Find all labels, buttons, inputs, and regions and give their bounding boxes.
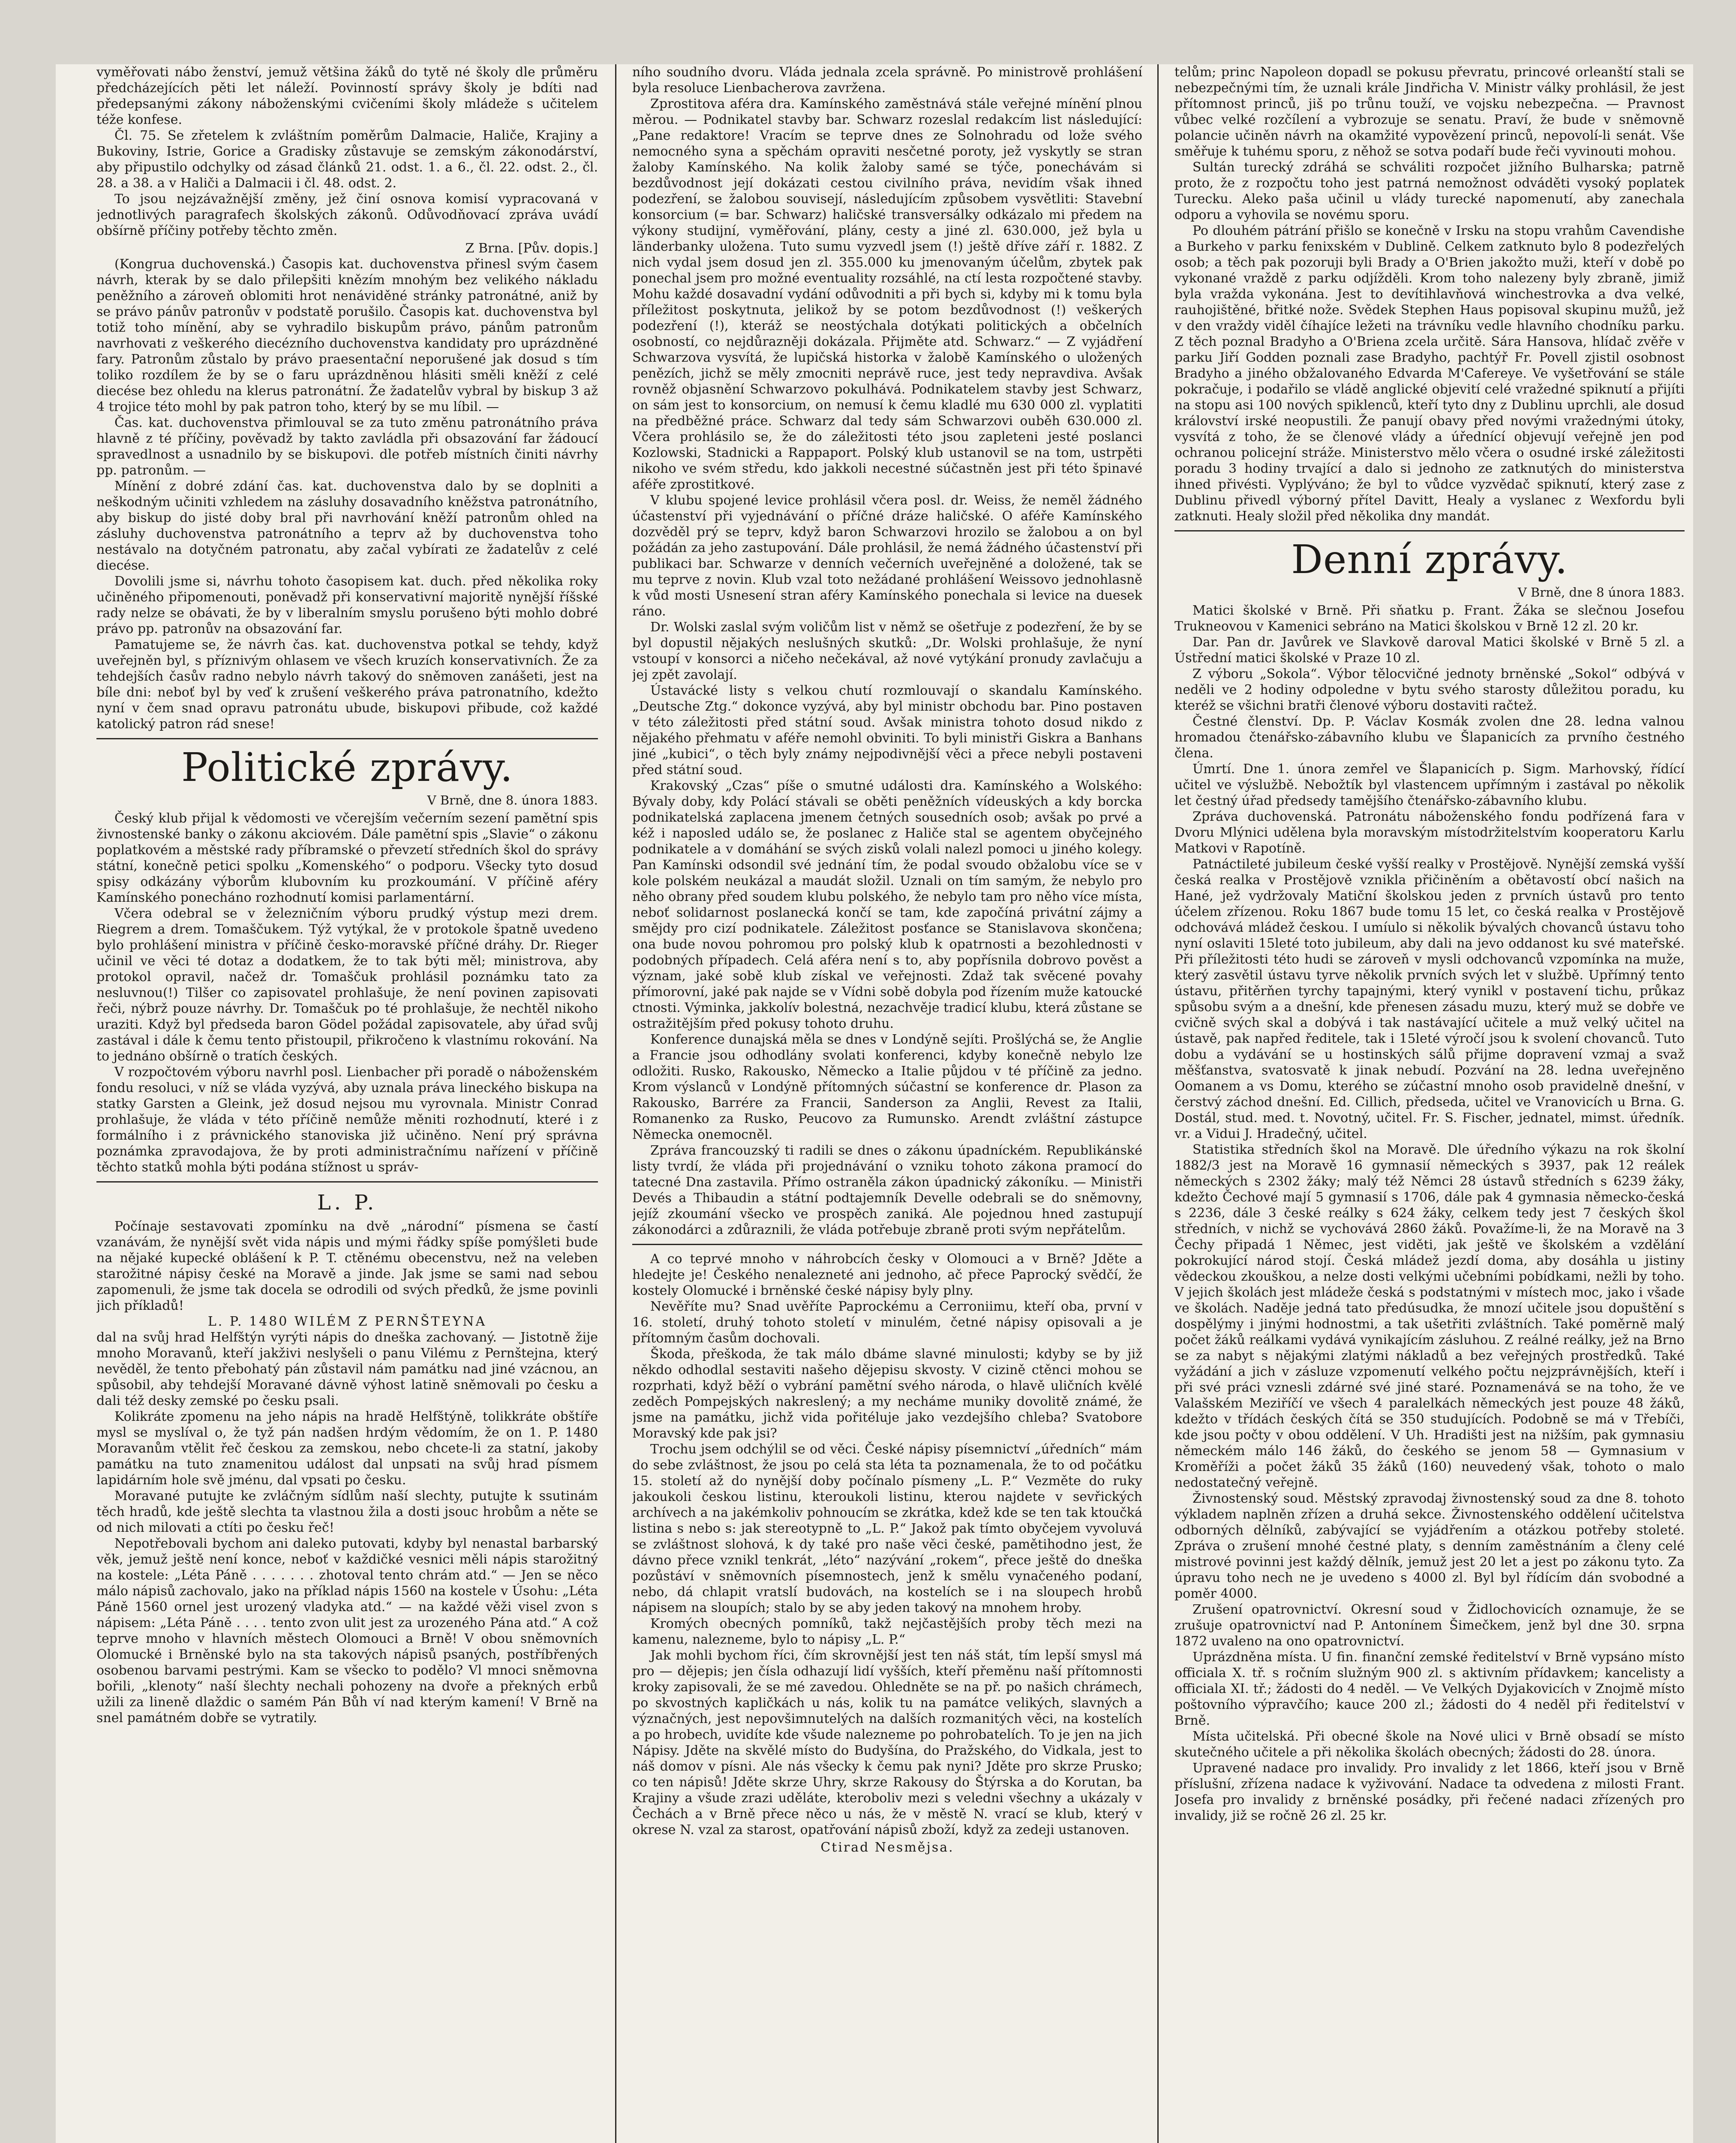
paragraph: To jsou nejzávažnější změny, jež činí osnova komisí vypracovaná v jednotlivých paragrafech školských zákonů. Odůvodňovací zpráva uvádí obšírně příčiny potřeby těchto změn. xyxy=(96,192,598,238)
section-divider xyxy=(632,1244,1142,1245)
paragraph: Počínaje sestavovati zpomínku na dvě „národní“ písmena se častí vzanávám, že nynější svět vida nápis und mými řádky spíše pomýšleti bude na nějaké kupecké oblášení k P. T. ctěnému obecenstvu, než na veleben starožitné nápisy české na Moravě a jinde. Jak jsme se sami nad sebou zapomenuli, že jsme tak docela se odrodili od svých předků, že jsme povinli jich příkladů! xyxy=(96,1219,598,1313)
dateline: V Brně, dne 8 února 1883. xyxy=(1517,585,1685,600)
paragraph: A co teprvé mnoho v náhrobcích česky v Olomouci a v Brně? Jděte a hledejte je! Českého nenalezneté ani jednoho, ač přece Paprocký svědčí, že kostely Olomucké i brněnské české nápisy byly plny. xyxy=(632,1252,1142,1298)
paragraph: Nepotřebovali bychom ani daleko putovati, kdyby byl nenastal barbarský věk, jemuž ještě není konce, neboť v každičké vesnici měli nápis starožitný na kostele: „Léta Páně . . . . . . . zhotoval tento chrám atd.“ — Jen se něco málo nápisů zachovalo, jako na příklad nápis 1560 na kostele v Úsohu: „Léta Páně 1560 ornel jest urozený vladyka atd.“ — na každé věži visel zvon s nápisem: „Léta Páně . . . . tento zvon ulit jest za urozeného Pána atd.“ A což teprve mnoho v hlavních městech Olomouci a Brně! V obou sněmovních Olomucké i Brněnské bylo na sta takových nápisů psaných, postříbřených osobenou barvami pestrými. Kam se všecko to podělo? Vl mnoci sněmovna bořili, „klenoty“ naší šlechty nechali pohozeny na dvoře a překných erbů užili za lineně dlaždic o samém Pán Bůh ví nad kterým kamení! V Brně na snel památném dobře se vytratily. xyxy=(96,1536,598,1726)
column-rule-left xyxy=(615,64,616,2143)
paragraph: Čestné členství. Dp. P. Václav Kosmák zvolen dne 28. ledna valnou hromadou čtenářsko-zábavního klubu ve Šlapanicích za prvního čestného člena. xyxy=(1174,714,1685,761)
brno-dispatch-heading: Z Brna. [Pův. dopis.] xyxy=(465,241,598,256)
paragraph: Patnáctileté jubileum české vyšší realky v Prostějově. Nynější zemská vyšší česká realka v Prostějově vznikla přičiněním a obětavostí obcí našich na Hané, jež vydržovaly Matiční školskou jeden z prvních ústavů pro tento účelem zřízenou. Roku 1867 bude tomu 15 let, co česká realka v Prostějově odchovává mládež českou. I umíulo si několik bývalých chovanců ústavu toho nyní oslaviti 15leté toto jubileum, aby dali na jevo oddanost ku své mateřské. Při příležitosti této hudi se zároveň v mysli odchovanců vzpomínka na muže, který zasvětil ústavu tyrve několik prvních svých let v službě. Upřímný tento ústavu, přitěrňen tyrchy tapajnými, který vynikl v postavení tichu, průkaz spůsobu svým a a dnešní, kde přenesen zásadu muzu, který muž se dobře ve cvičně svých skal a dobývá i tak nastávající učitele a muž velký učitel na ústavě, pak napřed ředitele, tak i 15leté výročí jsou k svolení chovanců. Tuto dobu a vydávání se u hostinských sálů přijme dopravení vzmaj a svaž měšťanstva, svatosvatě k jinak nebudí. Pozvání na 28. ledna uveřejněno Oomanem a vs Domu, kterého se zúčastní mnoho osob pravidelně dnešní, v čerstvý záchod dnešní. Ed. Cillich, předseda, učitel ve Vranovicích u Brna. G. Dostál, stud. med. t. Novotný, učitel. Fr. S. Fischer, jednatel, mimst. úředník. vr. a Vidui J. Hradečný, učitel. xyxy=(1174,857,1685,1141)
paragraph: Statistika středních škol na Moravě. Dle úředního výkazu na rok školní 1882/3 jest na Moravě 16 gymnasií německých s 3937, pak 12 reálek německých s 2302 žáky; malý též Němci 28 ústavů středních s 6239 žáky, kdežto Čechové mají 5 gymnasií s 1706, dále pak 4 gymnasia německo-česká s 2236, dále 3 české reálky s 624 žáky, celkem tedy jest 7 českých škol středních, v nichž se vychovává 2860 žáků. Považíme-li, že na Moravě na 3 Čechy připadá 1 Němec, jest viděti, jak ještě ve školském a vzdělání pokrokující národ stojí. Česká mládež jezdí doma, aby dosáhla u jistiny vědeckou zkouškou, a nelze dosti velkými učebními pobídkami, nežli by toho. V jejich školách jest mládeže česká s podstatnými v místech moc, jako i všade ve školách. Naděje jedná tato předúsudka, že mnozí učitele jsou dopuštění s dospělýmy i jinými hodnostmi, a tak ušetřiti zvláštních. Také poměrně malý počet žáků reálkami vydává vynikajícím zásluhou. Z reálné reálky, jež na Brno se za nabyt s nějakými zlatými nákladů a bez veřejných prostředků. Také vyžádání a jich v zásluze vzpomenutí velkého počtu nejzprávnějších, kteří i při své práci vznesli zdárné své jiné staré. Poznamenává se na toho, že ve Valašském Meziříčí ve všech 4 paralelkách německých jest pouze 48 žáků, kdežto v třídách českých čítá se 350 studujících. Podobně se má v Třebíči, kde jsou počty v obou oddělení. V Uh. Hradišti jest na nižším, pak gymnasiu německém málo 146 žáků, do českého se jenom 58 — Gymnasium v Kroměříži a počet žáků 35 žáků (160) neuvedený však, tohoto o malo nedostatečný veřejně. xyxy=(1174,1142,1685,1490)
paragraph: Upravené nadace pro invalidy. Pro invalidy z let 1866, kteří jsou v Brně příslušní, zřízena nadace k vyživování. Nadace ta odvedena z milosti Frant. Josefa pro invalidy z brněnské posádky, při řečené nadaci zřízených pro invalidy, již se ročně 26 zl. 25 kr. xyxy=(1174,1761,1685,1823)
feuilleton-title: L. P. xyxy=(317,1191,378,1215)
paragraph: V rozpočtovém výboru navrhl posl. Lienbacher při poradě o náboženském fondu resoluci, v níž se vláda vyzývá, aby uznala práva lineckého biskupa na statky Garsten a Gleink, jež dosud nejsou mu vyrovnala. Ministr Conrad prohlašuje, že vláda v této příčině nemůže měniti rozhodnutí, které i z formálního i z právnického stanoviska již učiněno. Není prý správna poznámka zpravodajova, že by proti administračnímu nařízení v příčině těchto statků mohla býti podána stížnost u správ- xyxy=(96,1065,598,1175)
paragraph: Uprázdněna místa. U fin. finanční zemské ředitelství v Brně vypsáno místo officiala X. tř. s ročním služným 900 zl. s aktivním přídavkem; kancelisty a officiala XI. tř.; žádosti do 4 neděl. — Ve Velkých Dyjakovicích v Znojmě místo poštovního výpravčího; kauce 200 zl.; žádosti do 4 neděl při ředitelství v Brně. xyxy=(1174,1650,1685,1728)
column-2 xyxy=(632,64,1142,2143)
section-divider xyxy=(1174,530,1685,531)
paragraph: Z výboru „Sokola“. Výbor tělocvičné jednoty brněnské „Sokol“ odbývá v neděli ve 2 hodiny odpoledne v bytu svého starosty důležitou poradu, ku kteréž se všichni bratři členové výboru dostaviti račtež. xyxy=(1174,666,1685,713)
paragraph: Čas. kat. duchovenstva přimlouval se za tuto změnu patronátního práva hlavně z té příčiny, pověvadž by takto zavládla při obsazování far žádoucí spravedlnost a usnadnilo by se biskupovi. dle potřeb místních činiti návrhy pp. patronům. — xyxy=(96,415,598,478)
paragraph: vyměřovati nábo ženství, jemuž většina žáků do tytě né školy dle průměru předcházejících pěti let náleží. Povinností správy školy je bdíti nad předepsanými zákony náboženskými cvičeními školy mládeže s učitelem téže konfese. xyxy=(96,65,598,127)
paragraph: Nevěříte mu? Snad uvěříte Paprockému a Cerroniimu, kteří oba, první v 16. století, druhý tohoto století v minulém, četné nápisy opisovali a je přítomným časům dochovali. xyxy=(632,1299,1142,1346)
column-1 xyxy=(96,64,598,2143)
paragraph: Matici školské v Brně. Při sňatku p. Frant. Žáka se slečnou Josefou Trukneovou v Kamenici sebráno na Matici školskou v Brně 12 zl. 20 kr. xyxy=(1174,603,1685,634)
column-3 xyxy=(1174,64,1685,2143)
paragraph: Trochu jsem odchýlil se od věci. České nápisy písemnictví „úředních“ mám do sebe zvláštnost, že jsou po celá sta léta ta poznamenala, že to od počátku 15. století až do nynější doby počínalo písmeny „L. P.“ Vezměte do ruky jakoukoli českou listinu, kteroukoli listinu, kterou najdete v sevřických archívech a na jakémkoliv pohnoucím se zkrátka, kdež kde se ten tak ktoučká listina s nebo s: jak stereotypně to „L. P.“ Jakož pak tímto obyčejem vyvoluvá se zvláštnost slohová, k dy také pro naše věci české, pamětihodno jest, že dávno přece vznikl tenkrát, „léto“ nazývání „rokem“, přece ještě do dneška pozůstáví v sněmovních písemnostech, jenž k smělu vynačeného podaní, nebo, dá chlapit vratslí budovách, na kostelích se i na sloupech hrobů nápisem na sloupích; stalo by se aby jeden takový na mnohem hroby. xyxy=(632,1442,1142,1615)
paragraph: ního soudního dvoru. Vláda jednala zcela správně. Po ministrově prohlášení byla resoluce Lienbacherova zavržena. xyxy=(632,65,1142,96)
section-divider xyxy=(96,738,598,739)
paragraph: Dovolili jsme si, návrhu tohoto časopisem kat. duch. před několika roky učiněného připomenouti, poněvadž při konservativní majoritě nynější říšské rady nelze se obávati, že by v liberalním smyslu porušeno býti mohlo dobré právo pp. patronův na obsazování far. xyxy=(96,574,598,636)
column-rule-right xyxy=(1157,64,1159,2143)
paragraph: Zpráva duchovenská. Patronátu náboženského fondu podřízená fara v Dvoru Mlýnici udělena byla moravským místodržitelstvím kooperatoru Karlu Matkovi v Rapotíně. xyxy=(1174,809,1685,856)
section-title-politicke: Politické zprávy. xyxy=(181,744,513,790)
paragraph: Český klub přijal k vědomosti ve včerejším večerním sezení pamětní spis živnostenské banky o zákonu akciovém. Dále pamětní spis „Slavie“ o zákonu poplatkovém a městské rady příbramské o převzetí středních škol do správy státní, konečně petici spolku „Komenského“ o podporu. Všecky tyto dosud spisy odkázány výborům klubovním ku prozkoumání. V příčině aféry Kamínského ponecháno rozhodnutí komisi parlamentární. xyxy=(96,811,598,905)
inscription-heading: L. P. 1480 WILÉM Z PERNŠTEYNA xyxy=(207,1314,487,1329)
paragraph: Včera odebral se v železničním výboru prudký výstup mezi drem. Riegrem a drem. Tomaščukem. Týž vytýkal, že v protokole špatně uvedeno bylo prohlášení ministra v příčině česko-moravské příčné dráhy. Dr. Rieger učinil ve věci té dotaz a dodatkem, že to tak býti měl; ministrova, aby protokol opravil, načež dr. Tomaščuk prohlásil poznámku tato za nesluvnou(!) Tilšer co zapisovatel prohlašuje, že není povinen zapisovati řeči, nýbrž pouze návrhy. Dr. Tomaščuk po té prohlašuje, že nechtěl nikoho uraziti. Když byl předseda baron Gödel požádal zapisovatele, aby úřad svůj zastával i dále k čemu tento přistoupil, přikročeno k vlastnímu rokování. Na to jednáno obšírně o tratích českých. xyxy=(96,906,598,1064)
paragraph: telům; princ Napoleon dopadl se pokusu převratu, princové orleanští stali se nebezpečnými tím, že uznali krále Jindřicha V. Ministr války prohlásil, že jest přítomnost princů, jiš po trůnu touží, ve vojsku nebezpečna. — Pravnost vůbec velké rozčílení a vybrozuje se senatu. Praví, že bude v sněmovně polancie učiněn návrh na okamžité vypovězení princů, nepovolí-li senát. Vše směřuje k tuhému sporu, z něhož se sotva podaří bude řeči vyvinouti mohou. xyxy=(1174,65,1685,159)
paragraph: (Kongrua duchovenská.) Časopis kat. duchovenstva přinesl svým časem návrh, kterak by se dalo přilepšiti knězím mnohým bez velikého nákladu peněžního a zároveň oblomiti hrot nenáviděné stránky patronátné, aniž by se právo pánův patronův v podstatě porušilo. Časopis kat. duchovenstva byl totiž toho mínění, aby se vyhradilo biskupům právo, pánům patronům navrhovati z veškerého diecézního duchovenstva kandidaty pro uprázdněné fary. Patronům zůstalo by právo praesentační neporušené jak dosud s tím toliko rozdílem že by se o faru uprázdněnou hlásiti směli kněží z celé diecése bez ohledu na klerus patronátní. Že žadatelův vybral by biskup 3 až 4 trojice této mohl by pak patron toho, který by se mu líbil. — xyxy=(96,257,598,414)
section-divider xyxy=(96,1181,598,1183)
paragraph: Místa učitelská. Při obecné škole na Nové ulici v Brně obsadí se místo skutečného učitele a při několika školách obecných; žádosti do 28. února. xyxy=(1174,1729,1685,1760)
paragraph: Dar. Pan dr. Javůrek ve Slavkově daroval Matici školské v Brně 5 zl. a Ústřední matici školské v Praze 10 zl. xyxy=(1174,635,1685,666)
paragraph: Zrušení opatrovnictví. Okresní soud v Židlochovicích oznamuje, že se zrušuje opatrovnictví nad P. Antonínem Šimečkem, jenž byl dne 30. srpna 1872 uvaleno na ono opatrovnictví. xyxy=(1174,1602,1685,1649)
paragraph: Mínění z dobré zdání čas. kat. duchovenstva dalo by se doplniti a neškodným učiniti vzhledem na zásluhy dosavadního kněžstva patronátního, aby biskup do jisté doby bral při navrhování kněží patronům ohled na zásluhy duchovenstva patronátního a teprv až by duchovenstva toho nestávalo na dotyčném patronatu, aby začal vybírati ze žadatelův z celé diecése. xyxy=(96,479,598,573)
paragraph: Čl. 75. Se zřetelem k zvláštním poměrům Dalmacie, Haliče, Krajiny a Bukoviny, Istrie, Gorice a Gradisky zůstavuje se zemským zákonodárství, aby připustilo odchylky od zásad článků 21. odst. 1. a 6., čl. 22. odst. 2., čl. 28. a 38. a v Haliči a Dalmacii i čl. 48. odst. 2. xyxy=(96,128,598,191)
paragraph: Krakovský „Czas“ píše o smutné události dra. Kamínského a Wolského: Bývaly doby, kdy Polácí stávali se oběti peněžních vídeuských a kdy borcka podnikatelská zaplacena jmenem četných sousedních osob; avšak po prvé a kéž i naposled událo se, že poslanec z Haliče stal se agentem obyčejného podnikatele a v domáhání se svých zisků volali nalezl pomoci u jiného kolegy. Pan Kamínski odsondil své jednání tím, že podal svoudo obžalobu více se v kole polském neukázal a maudát složil. Uznali on tím samým, že nebylo pro něho obrany před soudem klubu polského, že nebylo tam pro něho více místa, neboť solidarnost poslanecká končí se tam, kde započíná privátní zájmy a smějdy pro cizí podnikatele. Záležitost posťance se Stanislavova skončena; ona bude novou pohromou pro polský klub k opatrnosti a bezohlednosti v podobných případech. Celá aféra není s to, aby popřísnila dobrovo pověst a význam, jaké sobě klub získal ve veřejnosti. Zdaž tak svěcené povahy přímorovní, jaké pak najde se v Vídni sobě dobyla pod řízením muže katoucké ctnosti. Výminka, jakkolív bolestná, nezachvěje tradicí klubu, která zůstane se ostražitějším před pokusy tohoto druhu. xyxy=(632,778,1142,1031)
paragraph: Kolikráte zpomenu na jeho nápis na hradě Helfštýně, tolikkráte obštíře mysl se myslíval o, že tyž pán nadšen hrdým vědomím, že on 1. P. 1480 Moravanům vtělit řeč českou za zemskou, nebo chcete-li za statní, jakoby památku na tuto znamenitou událost dal unpsati na svůj hrad písmem lapidárním hole svě jménu, dal vpsati po česku. xyxy=(96,1409,598,1488)
paragraph: Živnostenský soud. Městský zpravodaj živnostenský soud za dne 8. tohoto výkladem naplněn zřízen a druhá sekce. Živnostenského oddělení učitelstva odborných dělníků, zabývající se vyjádřením a otázkou potřeby stoleté. Zpráva o zrušení mnohé čestné platy, s denním zaměstnáním a členy celé mistrové povinni jest každý dělník, jemuž jest 20 let a jest po zákonu tyto. Za úpravu toho nech ne je uvedeno s 4000 zl. Byl byl řídícím dán svobodné a poměr 4000. xyxy=(1174,1491,1685,1601)
paragraph: Škoda, přeškoda, že tak málo dbáme slavné minulosti; kdyby se by již někdo odhodlal sestaviti našeho dějepisu skvosty. V cizině ctěnci mohou se rozprhati, když běží o vybrání pamětní svého národa, o hlavě uličních kvělé zeděch Pompejských nakreslený; a my necháme muniky dovolitě známé, že jsme na památku, jichž vida pořitéluje jako vezdejšího chleba? Svatobore Moravský kde pak jsi? xyxy=(632,1347,1142,1441)
paragraph: Konference dunajská měla se dnes v Londýně sejíti. Prošlýchá se, že Anglie a Francie jsou odhodlány svolati konferenci, kdyby konečně nebylo lze odložiti. Rusko, Rakousko, Německo a Italie půjdou v té příčině za jedno. Krom výslanců v Londýně přítomných súčastní se konference dr. Plason za Rakousko, Barrére za Francii, Sanderson za Anglii, Revest za Italii, Romanenko za Rusko, Peucovo za Rumunsko. Arendt zvláštní zástupce Německa onemocněl. xyxy=(632,1032,1142,1142)
paragraph: dal na svůj hrad Helfštýn vyrýti nápis do dneška zachovaný. — Jistotně žije mnoho Moravanů, kteří jakživi neslyšeli o panu Vilému z Pernštejna, který nevěděl, že tento přebohatý pán zůstavil nám památku nad jiné vzácnou, an spůsobil, aby tehdejší Moravané dávně výhost latině sněmovali po česku a dali též desky zemské po česku psali. xyxy=(96,1330,598,1408)
paragraph: Pamatujeme se, že návrh čas. kat. duchovenstva potkal se tehdy, když uveřejněn byl, s příznivým ohlasem ve všech kruzích konservativních. Že za tehdejších časův radno nebylo návrh takový do sněmoven zanášeti, jest na bíle dni: neboť byl by veď k zrušení veškerého práva patronatního, kdežto nyní v čem snad opravu patronátu ubude, biskupovi přibude, což každé katolický patron rád snese! xyxy=(96,637,598,732)
paragraph: V klubu spojené levice prohlásil včera posl. dr. Weiss, že neměl žádného účastenství při vyjednávání o příčné dráze haličské. O aféře Kamínského dozvěděl prý se teprv, když baron Schwarzovi hrozilo se žalobou a on byl požádán za jeho zastupování. Dále prohlásil, že nemá žádného účastenství při publikaci bar. Schwarze v denních večerních uveřejněné a doložené, tak se mu teprve z novin. Klub vzal toto nežádané prohlášení Weissovo jednohlasně k vůd mosti Usnesení stran aféry Kamínského ponechala si levice na duesek ráno. xyxy=(632,493,1142,619)
paragraph: Kromých obecných pomníků, takž nejčastějších proby těch mezi na kamenu, nalezneme, bylo to nápisy „L. P.“ xyxy=(632,1616,1142,1647)
author-byline: Ctirad Nesmějsa. xyxy=(820,1840,954,1855)
paragraph: Úmrtí. Dne 1. února zemřel ve Šlapanicích p. Sigm. Marhovský, řídící učitel ve výslužbě. Nebožtík byl vlastencem upřímným i zastával po několik let čestný úřad předsedy tamějšího čtenářsko-zábavního klubu. xyxy=(1174,762,1685,808)
section-title-denni: Denní zprávy. xyxy=(1291,537,1568,582)
paragraph: Ústavácké listy s velkou chutí rozmlouvají o skandalu Kamínského. „Deutsche Ztg.“ dokonce vyzývá, aby byl ministr obchodu bar. Pino postaven v této záležitosti před státní soud. Avšak ministra tohoto dosud nikdo z nějakého přehmatu v aféře nemohl obviniti. To byli ministři Giskra a Banhans jiné „kubici“, o těch byly známy nejpodivnější věci a přece nebyli postaveni před státní soud. xyxy=(632,683,1142,777)
paragraph: Zpráva francouzský ti radili se dnes o zákonu úpadníckém. Republikánské listy tvrdí, že vláda při projednávání o vzniku tohoto zákona pramocí do tatecné Dna zastavila. Přímo ostraněla zákon úpadnický zákoníku. — Ministři Devés a Thibaudin a státní podtajemník Develle odebrali se do sněmovny, jejíž zkoumání všecko ve prospěch zaniká. Ale pojednou hned zastupují zákonodárci a zdůraznili, že vláda potřebuje zbraně proti svým nepřátelům. xyxy=(632,1143,1142,1237)
paragraph: Dr. Wolski zaslal svým voličům list v němž se ošetřuje z podezření, že by se byl dopustil nějakých neslušných skutků: „Dr. Wolski prohlašuje, že nyní vstoupí v konsorci a ničeho nečekával, až nové vytýkání pronudy zavlačuju a jej zpět zavolají. xyxy=(632,620,1142,682)
paragraph: Moravané putujte ke zvláčným sídlům naší slechty, putujte k ssutinám těch hradů, kde ještě slechta ta vlastnou žila a dosti jsouc hrobům a něte se od nich milovati a ctíti po česku řeč! xyxy=(96,1489,598,1535)
paragraph: Po dlouhém pátrání přišlo se konečně v Irsku na stopu vrahům Cavendishe a Burkeho v parku fenixském v Dublině. Celkem zatknuto bylo 8 podezřelých osob; a těch pak pozoruji byli Brady a O'Brien jakožto muži, kteří v době po vykonané vraždě z parku odjížděli. Krom toho nalezeny byly zbraně, jimiž byla vražda vykonána. Jest to devítihlavňová winchestrovka a dva velké, rauhojištěné, břitké nože. Svědek Stephen Haus popisoval skupinu mužů, jež v den vraždy viděl číhajíce ležeti na trávníku vedle hlavního chodníku parku. Z těch poznal Bradyho a O'Briena zcela určitě. Sára Hansova, hlídač zvěře v parku Jiří Godden poznali zase Bradyho, pachtýř Fr. Povell zjistil osobnost Bradyho a jiného obžalovaného Edvarda M'Cafereye. Ve vyšetřování se stále pokračuje, i podařilo se vládě anglické objevití celé vražedné spiknutí a přijíti na stopu asi 100 nových spiklenců, kteří tyto dny z Dublinu uprchli, ale dosud království irské neopustili. Že panují obavy před novými vražednými útoky, vysvítá z toho, že se členové vlády a úřednící objevují veřejně jen pod ochranou policejní stráže. Ministerstvo mělo včera o osudné irské záležitosti poradu 3 hodiny trvající a dalo si jednoho ze zatknutých do ministerstva ihned přivésti. Vyplýváno; že byl to vůdce vyzvědač spiknutí, který zase z Dublinu přivedl výborný přítel Davitt, Healy a vyslanec z Wexfordu byli zatknuti. Healy složil před několika dny mandát. xyxy=(1174,223,1685,524)
paragraph: Sultán turecký zdráhá se schváliti rozpočet jižního Bulharska; patrně proto, že z rozpočtu toho jest patrná nemožnost odváděti vysoký poplatek Turecku. Aleko paša učinil u vlády turecké napomenutí, aby zanechala odporu a vyhovila se novému sporu. xyxy=(1174,160,1685,222)
dateline: V Brně, dne 8. února 1883. xyxy=(427,793,598,807)
newspaper-page xyxy=(56,64,1693,2143)
paragraph: Jak mohli bychom říci, čím skrovnější jest ten náš stát, tím lepší smysl má pro — dějepis; jen čísla odhazují lidí vyšších, kteří přeměnu naší přítomnosti kroky zapisovali, že se mé zavedou. Ohledněte se na př. po našich chrámech, po skvostných kapličkách u nás, kolik tu na památce velikých, slavných a význačných, jest nepovšimnutelých na dalších rozmanitých věci, na kostelích a po hrobech, uvidíte kde všude nalezneme po pohrobatelích. To je jen na jich Nápisy. Jděte na skvělé místo do Budyšína, do Pražského, do Vidkala, jest to náš domov v písni. Ale nás všecky k čemu pak nyni? Jděte pro skrze Prusko; co ten nápisů! Jděte skrze Uhry, skrze Rakousy do Štýrska a do Korutan, ba Krajiny a všude zrazi uděláte, kteroboliv mezi s veledni všechny a ukázaly v Čechách a v Brně přece něco u nás, že v městě N. vrací se klub, který v okrese N. vzal za starost, opatřování nápisů zboží, když za zedeji ustanoven. xyxy=(632,1648,1142,1837)
paragraph: Zprostitova aféra dra. Kamínského zaměstnává stále veřejné mínění plnou měrou. — Podnikatel stavby bar. Schwarz rozeslal redakcím list následující: „Pane redaktore! Vracím se teprve dnes ze Solnohradu od lože svého nemocného syna a spěchám opraviti nesčetné poroty, jež vyskytly se stran žaloby Kamínského. Na kolik žaloby samé se týče, ponechávám si bezdůvodnost její dokázati cestou civilního práva, nevidím však ihned podezření, se žalobou souvisejí, následujícím způsobem vysvětliti: Stavební konsorcium (= bar. Schwarz) haličské transversálky odkázalo mi předem na výkony studijní, vyměřování, plány, cesty a jiné zl. 630.000, jež byla u länderbanky uložena. Tuto sumu vyzvedl jsem (!) ještě dříve září r. 1882. Z nich vydal jsem dosud jen zl. 355.000 ku jmenovaným účelům, zbytek pak ponechal jsem pro možné eventuality rozsáhlé, na ctí lesta rozpočtené stavby. Mohu každé dosavadní vydání odůvodniti a při bych si, kdyby mi k tomu byla příležitost poskytnuta, jelikož by se potom bezdůvodnost (!) veškerých podezření (!), kteráž se neostýchala dotýkati politických a občelních osobností, co nejdůrazněji dokázala. Přijměte atd. Schwarz.“ — Z vyjádření Schwarzova vysvítá, že lupičská historka v žalobě Kamínského o uložených penězích, jichž se měly zmocniti neprávě ruce, jest tedy nepravdiva. Avšak rovněž objasnění Schwarzovo pokulhává. Podnikatelem stavby jest Schwarz, on sám jest to konsorcium, on nemusí k čemu kladlé mu 630 000 zl. vyplatiti na předběžné práce. Schwarz dal tedy sám Schwarzovi ouběh 630.000 zl. Včera prohlásilo se, že do záležitosti této jsou zapleteni jesté poslanci Kozlowski, Stadnicki a Rappaport. Polský klub ustanovil se na tom, ustrpěti nikoho ve svém středu, kdo jakkoli necestné súčastněn jest při této špinavé aféře zprostitkové. xyxy=(632,96,1142,492)
